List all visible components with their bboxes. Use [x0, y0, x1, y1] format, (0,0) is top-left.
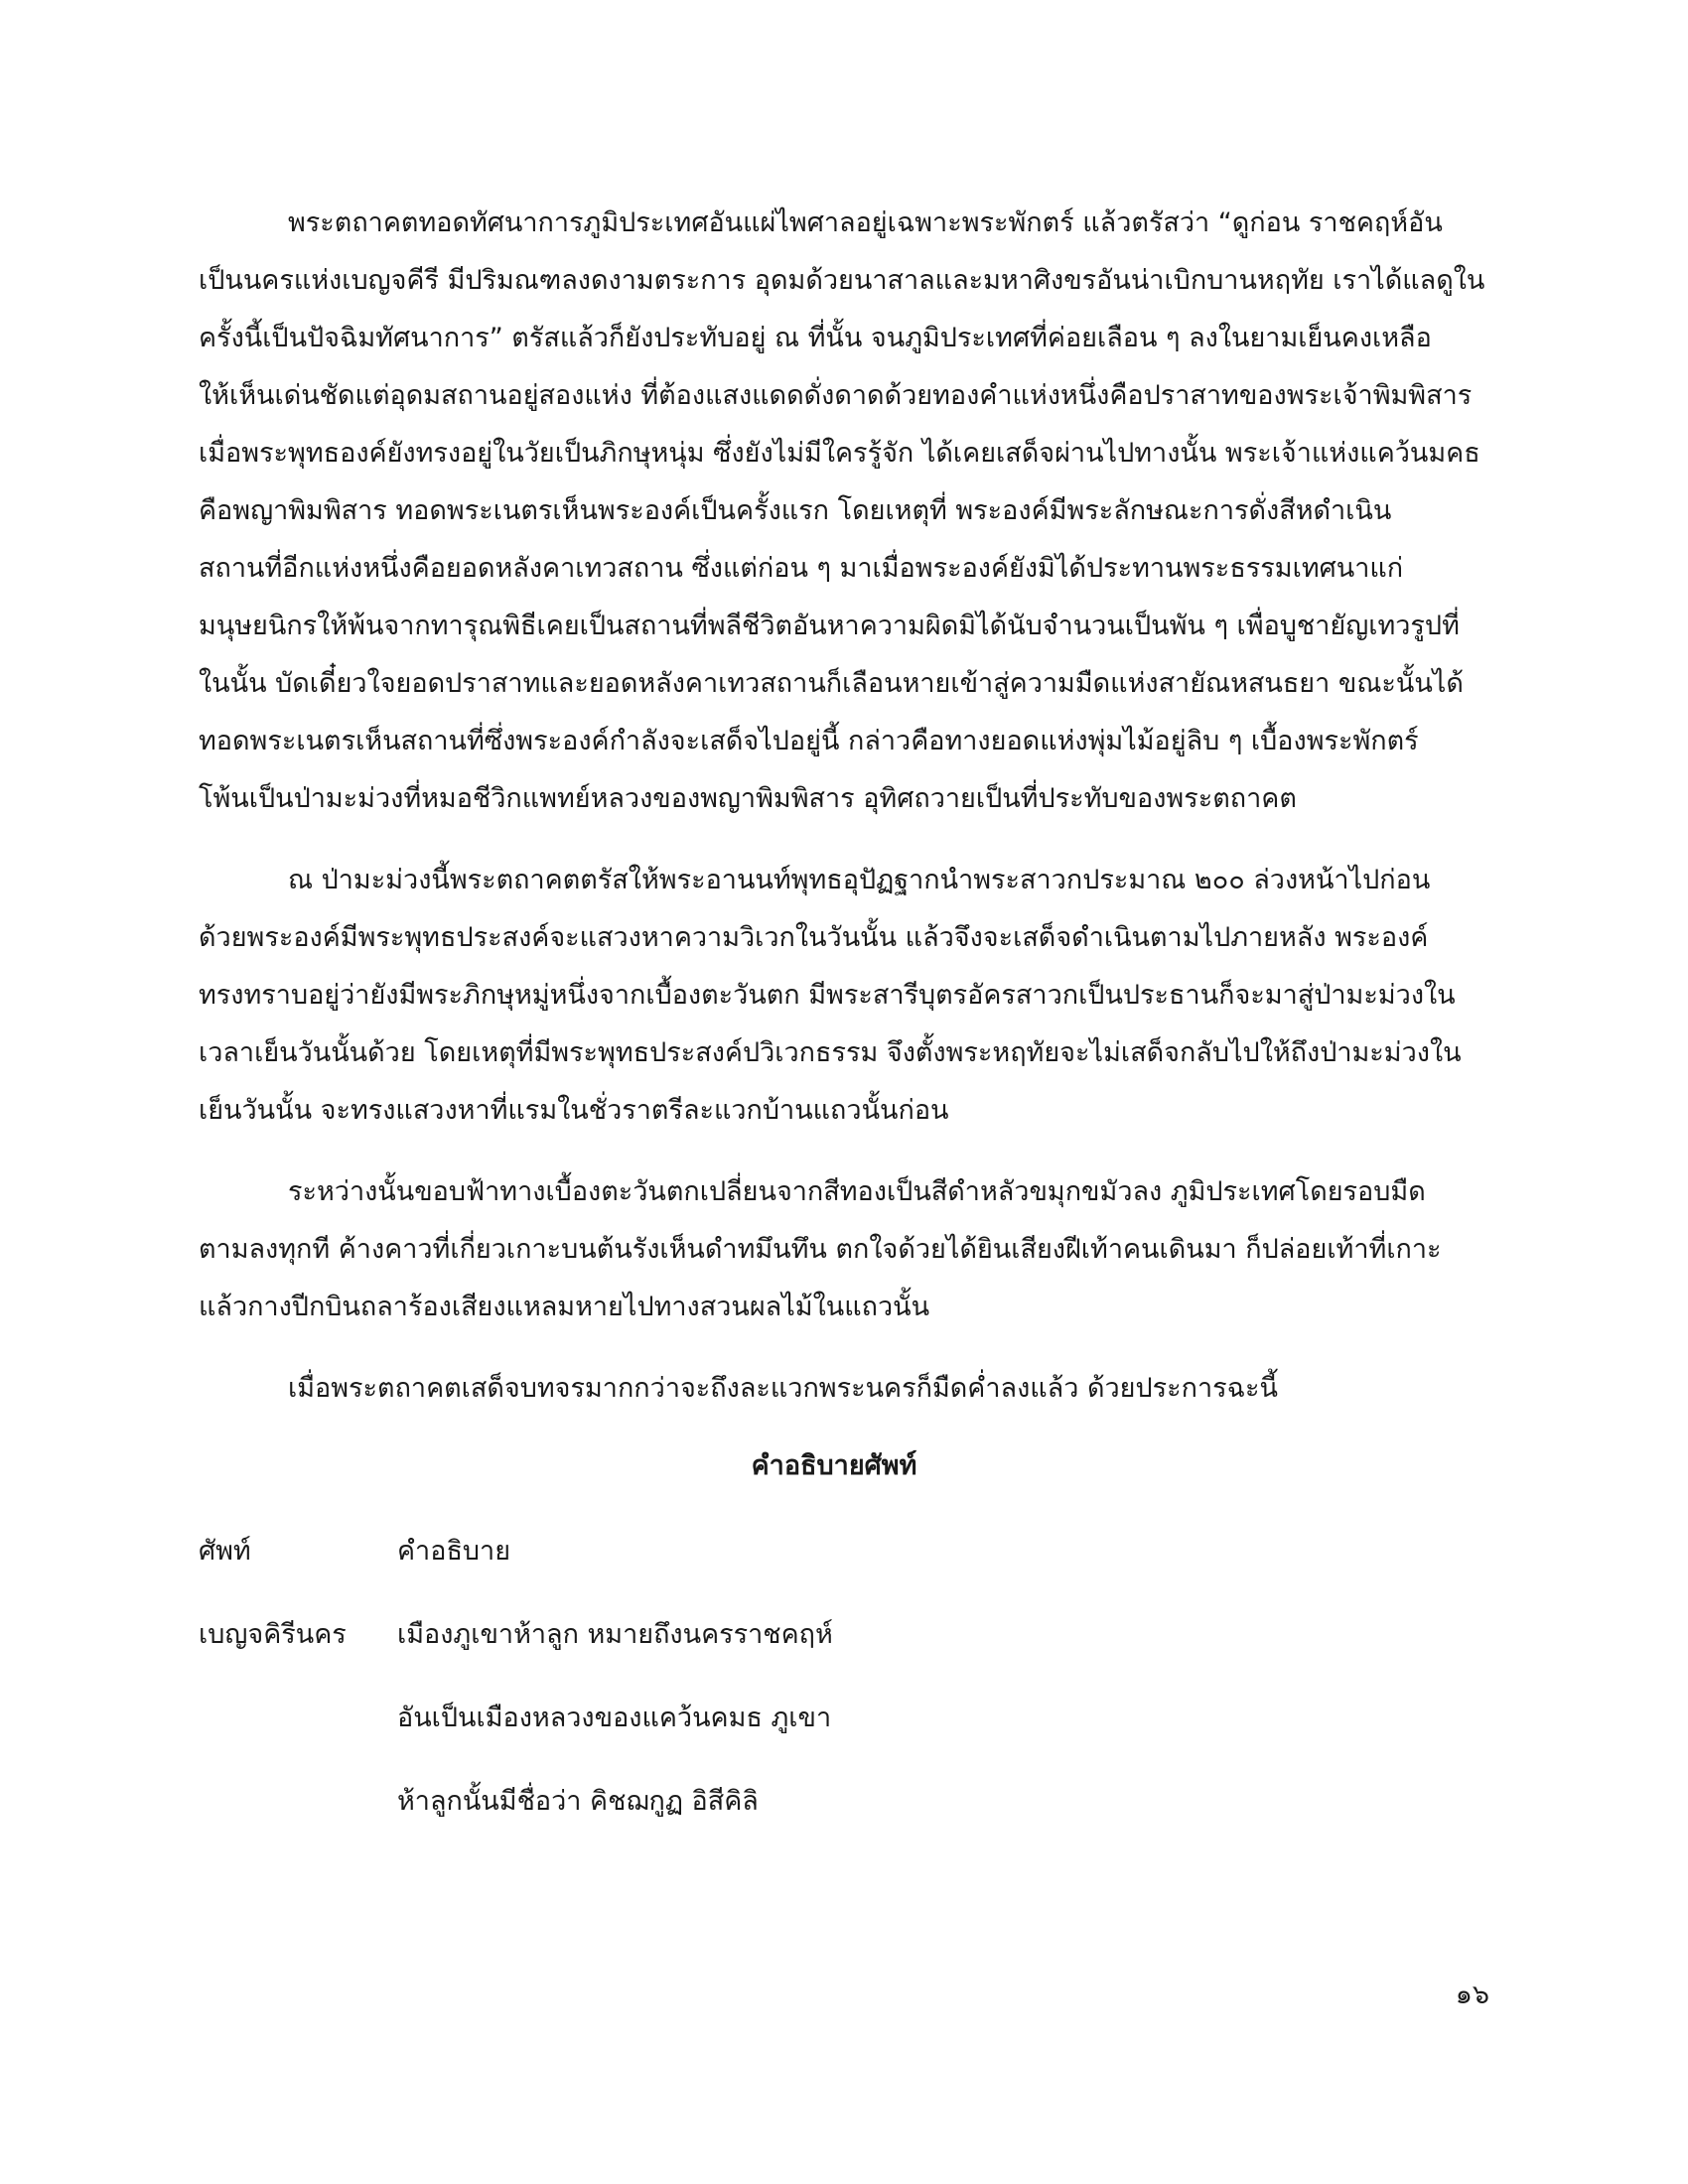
glossary-entry-row-continued: [199, 1690, 1489, 1747]
paragraph-line: ณ ป่ามะม่วงนี้พระตถาคตตรัสให้พระอานนท์พุทธอุปัฏฐากนำพระสาวกประมาณ ๒๐๐ ล่วงหน้าไปก่อน: [288, 865, 1431, 895]
paragraph-line: โพ้นเป็นป่ามะม่วงที่หมอชีวิกแพทย์หลวงของพญาพิมพิสาร อุทิศถวายเป็นที่ประทับของพระตถาคต: [199, 783, 1297, 814]
section-spacer: [199, 1418, 1489, 1437]
paragraph-line: เมื่อพระตถาคตเสด็จบทจรมากกว่าจะถึงละแวกพระนครก็มืดค่ำลงแล้ว ด้วยประการฉะนี้: [288, 1373, 1278, 1404]
paragraph-line: มนุษยนิกรให้พ้นจากทารุณพิธีเคยเป็นสถานที่พลีชีวิตอันหาความผิดมิได้นับจำนวนเป็นพัน ๆ เพื่อบูชายัญเทวรูปที่: [199, 611, 1460, 641]
paragraph-line: เมื่อพระพุทธองค์ยังทรงอยู่ในวัยเป็นภิกษุหนุ่ม ซึ่งยังไม่มีใครรู้จัก ได้เคยเสด็จผ่านไปทางนั้น พระเจ้าแห่งแคว้นมคธ: [199, 438, 1480, 469]
glossary-entry-row: [199, 1606, 1489, 1664]
glossary-entry-term: เบญจคิรีนคร: [199, 1619, 347, 1650]
paragraph-2: [199, 852, 1489, 1140]
paragraph-line: เย็นวันนั้น จะทรงแสวงหาที่แรมในชั่วราตรีละแวกบ้านแถวนั้นก่อน: [199, 1095, 949, 1126]
glossary-entry-definition-line: เมืองภูเขาห้าลูก หมายถึงนครราชคฤห์: [397, 1619, 833, 1650]
paragraph-spacer: [199, 1336, 1489, 1360]
paragraph-line: คือพญาพิมพิสาร ทอดพระเนตรเห็นพระองค์เป็นครั้งแรก โดยเหตุที่ พระองค์มีพระลักษณะการดั่งสีหดำเนิน: [199, 495, 1392, 526]
paragraph-line: ทรงทราบอยู่ว่ายังมีพระภิกษุหมู่หนึ่งจากเบื้องตะวันตก มีพระสารีบุตรอัครสาวกเป็นประธานก็จะมาสู่ป่ามะม่วงใน: [199, 980, 1456, 1011]
glossary-header-term: ศัพท์: [199, 1536, 251, 1567]
glossary-term-empty: [199, 1773, 397, 1831]
paragraph-line: ครั้งนี้เป็นปัจฉิมทัศนาการ” ตรัสแล้วก็ยังประทับอยู่ ณ ที่นั้น จนภูมิประเทศที่ค่อยเลือน ๆ ลงในยามเย็นคงเหลือ: [199, 323, 1432, 353]
paragraph-line: พระตถาคตทอดทัศนาการภูมิประเทศอันแผ่ไพศาลอยู่เฉพาะพระพักตร์ แล้วตรัสว่า “ดูก่อน ราชคฤห์อัน: [288, 207, 1443, 238]
paragraph-line: ด้วยพระองค์มีพระพุทธประสงค์จะแสวงหาความวิเวกในวันนั้น แล้วจึงจะเสด็จดำเนินตามไปภายหลัง พระองค์: [199, 922, 1429, 953]
paragraph-line: ทอดพระเนตรเห็นสถานที่ซึ่งพระองค์กำลังจะเสด็จไปอยู่นี้ กล่าวคือทางยอดแห่งพุ่มไม้อยู่ลิบ ๆ เบื้องพระพักตร์: [199, 726, 1419, 756]
page-number: ๑๖: [1455, 1979, 1489, 2010]
paragraph-1: [199, 195, 1489, 828]
paragraph-line: ระหว่างนั้นขอบฟ้าทางเบื้องตะวันตกเปลี่ยนจากสีทองเป็นสีดำหลัวขมุกขมัวลง ภูมิประเทศโดยรอบมืด: [288, 1176, 1426, 1207]
glossary-table: [199, 1523, 1489, 1831]
glossary-entry-definition-line: อันเป็นเมืองหลวงของแคว้นคมธ ภูเขา: [397, 1703, 832, 1733]
glossary-heading: คำอธิบายศัพท์: [751, 1450, 917, 1481]
paragraph-line: เป็นนครแห่งเบญจคีรี มีปริมณฑลงดงามตระการ อุดมด้วยนาสาลและมหาศิงขรอันน่าเบิกบานหฤทัย เราได้แลดูใน: [199, 265, 1485, 296]
paragraph-line: ตามลงทุกที ค้างคาวที่เกี่ยวเกาะบนต้นรังเห็นดำทมึนทึน ตกใจด้วยได้ยินเสียงฝีเท้าคนเดินมา ก็ปล่อยเท้าที่เกาะ: [199, 1234, 1442, 1265]
paragraph-line: แล้วกางปีกบินถลาร้องเสียงแหลมหายไปทางสวนผลไม้ในแถวนั้น: [199, 1292, 930, 1322]
paragraph-spacer: [199, 828, 1489, 852]
page-content: [199, 195, 1489, 1856]
glossary-header-definition: คำอธิบาย: [397, 1536, 511, 1567]
paragraph-line: สถานที่อีกแห่งหนึ่งคือยอดหลังคาเทวสถาน ซึ่งแต่ก่อน ๆ มาเมื่อพระองค์ยังมิได้ประทานพระธรรมเทศนาแก่: [199, 553, 1404, 584]
glossary-entry-row-continued: [199, 1773, 1489, 1831]
glossary-term-empty: [199, 1690, 397, 1747]
paragraph-line: เวลาเย็นวันนั้นด้วย โดยเหตุที่มีพระพุทธประสงค์ปวิเวกธรรม จึงตั้งพระหฤทัยจะไม่เสด็จกลับไปให้ถึงป่ามะม่วงใน: [199, 1037, 1462, 1068]
paragraph-line: ให้เห็นเด่นชัดแต่อุดมสถานอยู่สองแห่ง ที่ต้องแสงแดดดั่งดาดด้วยทองคำแห่งหนึ่งคือปราสาทของพระเจ้าพิมพิสาร: [199, 380, 1473, 411]
glossary-header-row: [199, 1523, 1489, 1580]
paragraph-spacer: [199, 1140, 1489, 1163]
paragraph-line: ในนั้น บัดเดี๋ยวใจยอดปราสาทและยอดหลังคาเทวสถานก็เลือนหายเข้าสู่ความมืดแห่งสายัณหสนธยา ขณะนั้นได้: [199, 668, 1464, 699]
glossary-entry-definition-line: ห้าลูกนั้นมีชื่อว่า คิชฌกูฏ อิสีคิลิ: [397, 1786, 759, 1817]
paragraph-4: [199, 1360, 1489, 1418]
paragraph-3: [199, 1163, 1489, 1336]
